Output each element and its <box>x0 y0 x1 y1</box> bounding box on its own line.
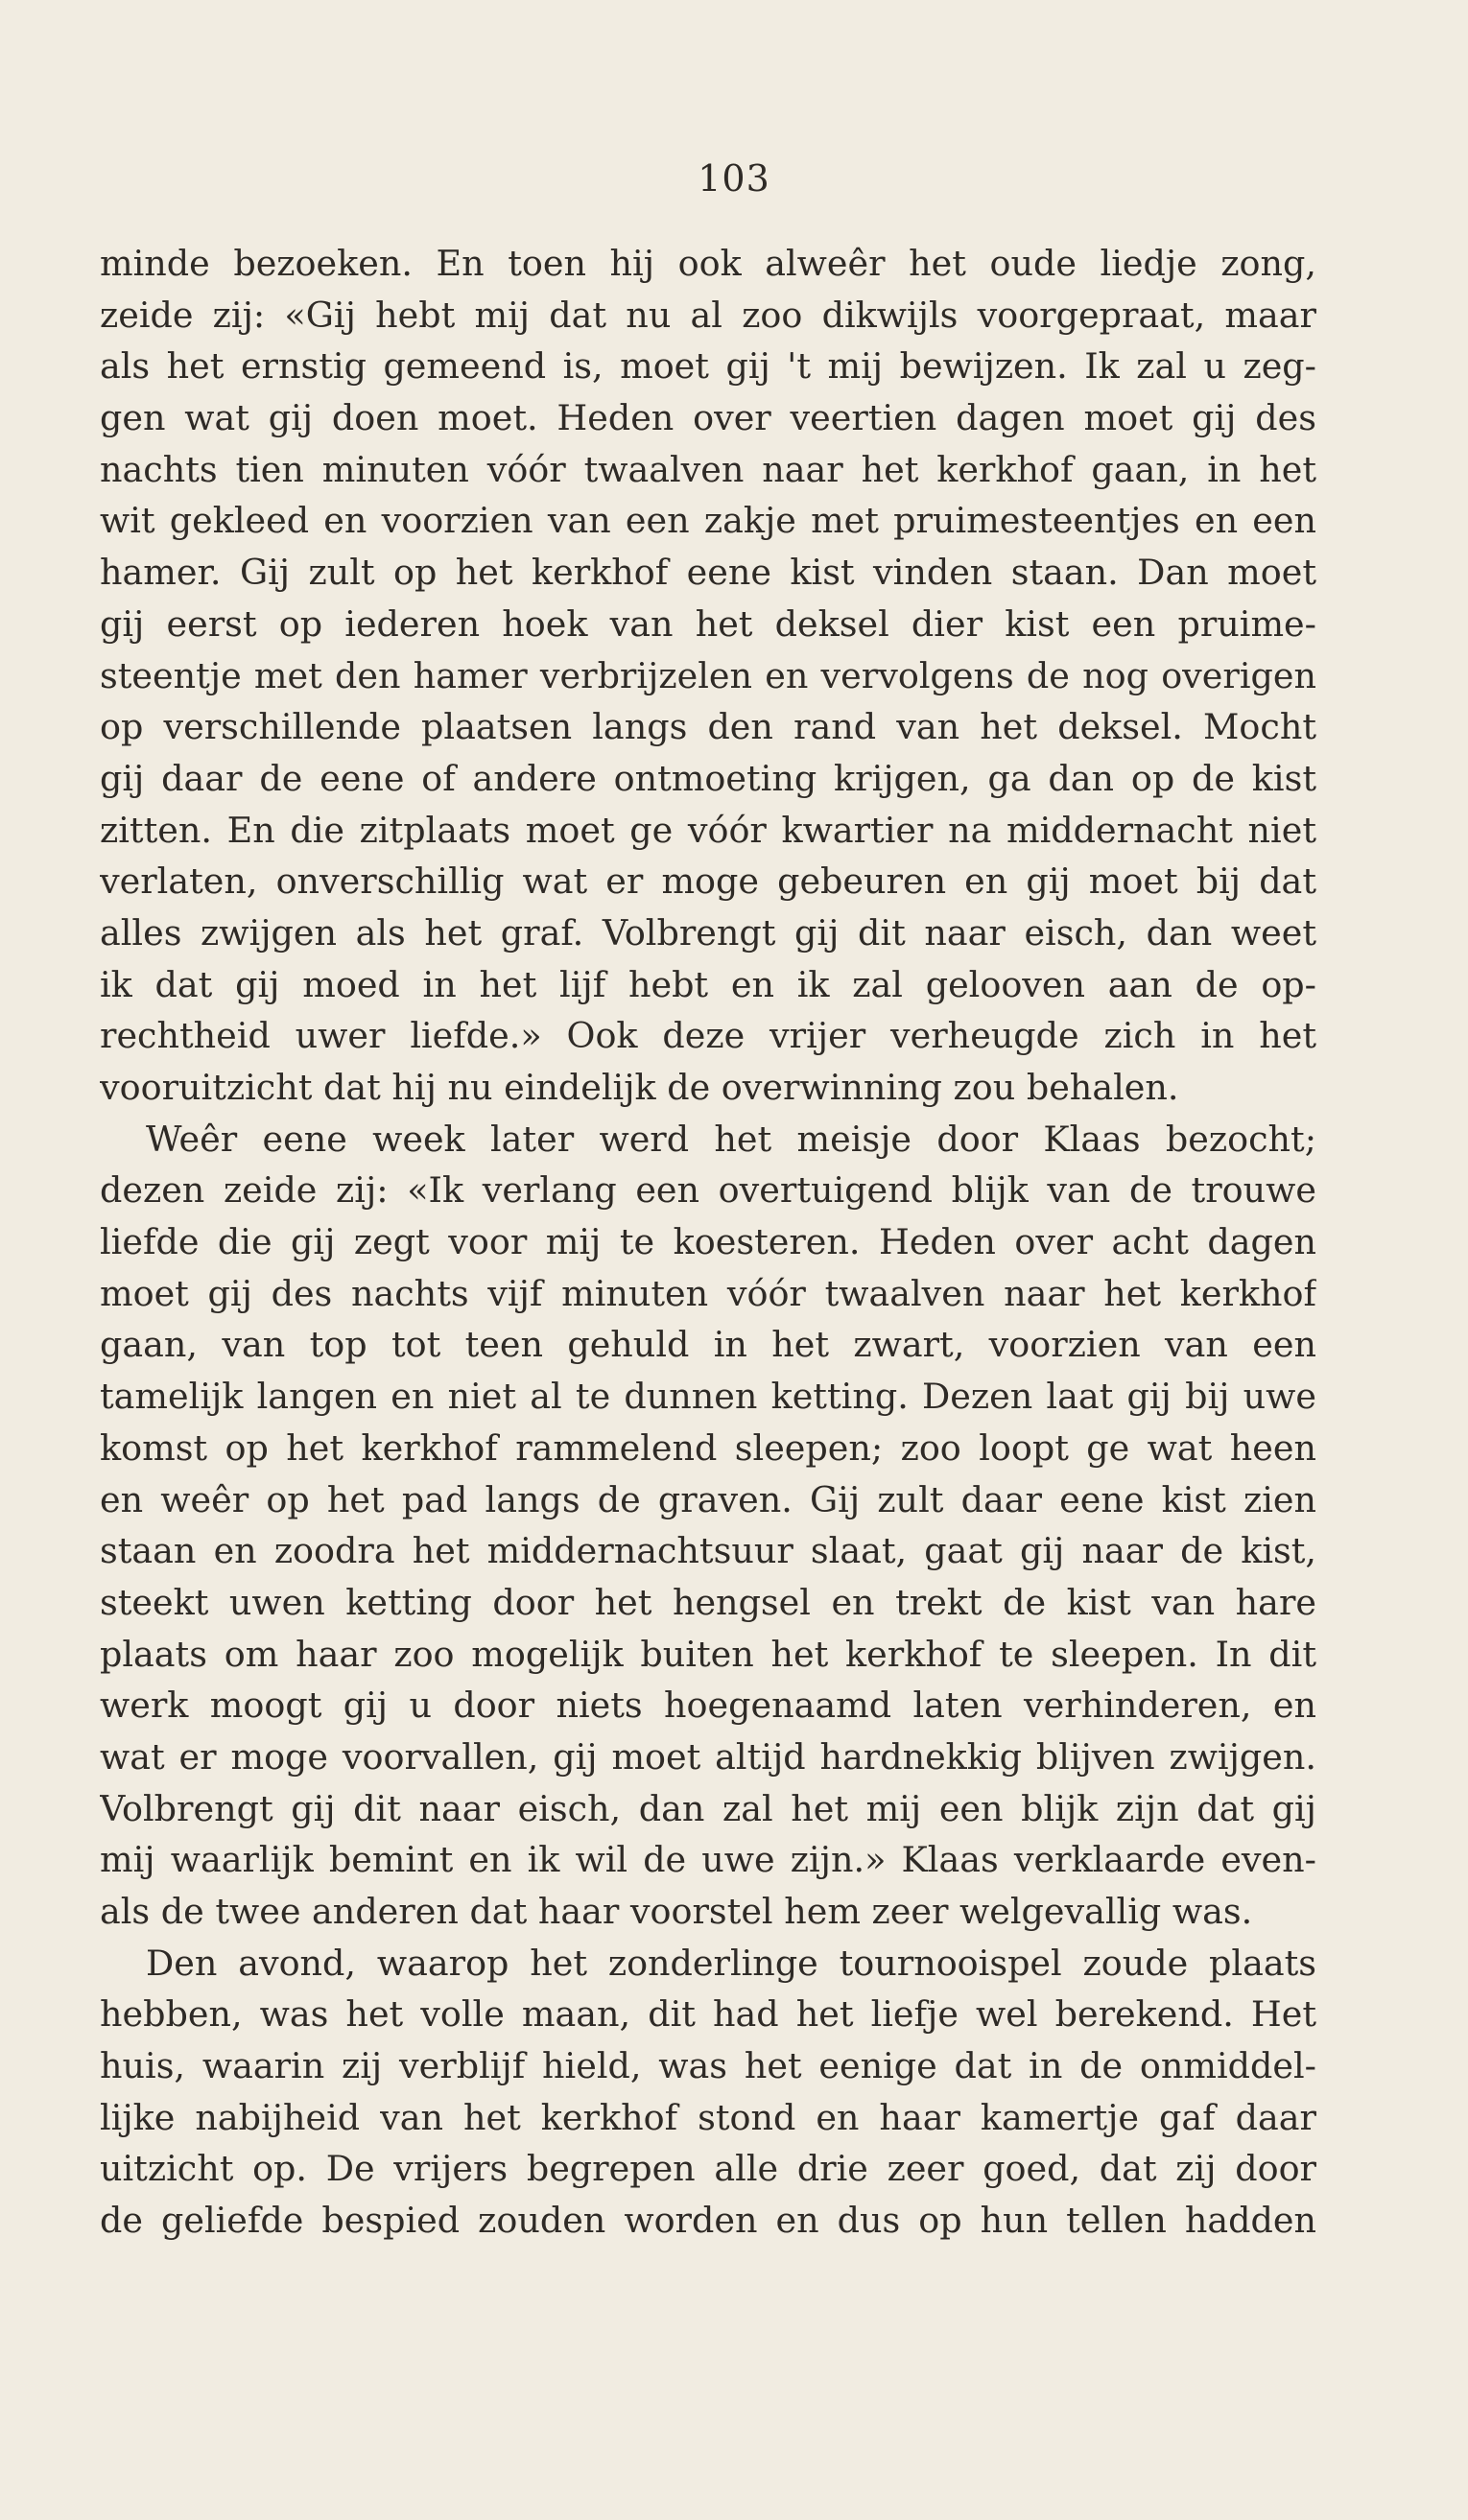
text-line: zitten. En die zitplaats moet ge vóór kwartier na middernacht niet <box>100 809 1316 851</box>
text-line: hebben, was het volle maan, dit had het liefje wel berekend. Het <box>100 1993 1316 2036</box>
text-line: rechtheid uwer liefde.» Ook deze vrijer verheugde zich in het <box>100 1015 1316 1057</box>
body-text <box>100 238 1316 2247</box>
text-line: moet gij des nachts vijf minuten vóór twaalven naar het kerkhof <box>100 1272 1316 1314</box>
text-line: gen wat gij doen moet. Heden over veertien dagen moet gij des <box>100 397 1316 439</box>
text-line: dezen zeide zij: «Ik verlang een overtuigend blijk van de trouwe <box>100 1169 1316 1212</box>
text-line: gij daar de eene of andere ontmoeting krijgen, ga dan op de kist <box>100 757 1316 799</box>
text-line: Den avond, waarop het zonderlinge tournooispel zoude plaats <box>146 1942 1316 1984</box>
text-line: alles zwijgen als het graf. Volbrengt gij dit naar eisch, dan weet <box>100 911 1316 954</box>
text-line: gij eerst op iederen hoek van het deksel dier kist een pruime- <box>100 602 1316 645</box>
text-line: als het ernstig gemeend is, moet gij 't mij bewijzen. Ik zal u zeg- <box>100 345 1316 388</box>
text-line: vooruitzicht dat hij nu eindelijk de overwinning zou behalen. <box>100 1067 1179 1108</box>
text-line: ik dat gij moed in het lijf hebt en ik zal gelooven aan de op- <box>100 963 1316 1005</box>
text-line: wit gekleed en voorzien van een zakje met pruimesteentjes en een <box>100 500 1316 542</box>
text-line: liefde die gij zegt voor mij te koesteren. Heden over acht dagen <box>100 1221 1316 1263</box>
text-line: minde bezoeken. En toen hij ook alweêr het oude liedje zong, <box>100 243 1316 284</box>
page-number: 103 <box>698 157 770 200</box>
text-line: staan en zoodra het middernachtsuur slaat, gaat gij naar de kist, <box>100 1530 1316 1572</box>
text-line: op verschillende plaatsen langs den rand van het deksel. Mocht <box>100 706 1316 748</box>
text-line: steentje met den hamer verbrijzelen en vervolgens de nog overigen <box>100 654 1316 696</box>
text-line: komst op het kerkhof rammelend sleepen; zoo loopt ge wat heen <box>100 1426 1316 1469</box>
text-line: lijke nabijheid van het kerkhof stond en haar kamertje gaf daar <box>100 2096 1316 2138</box>
text-line: nachts tien minuten vóór twaalven naar het kerkhof gaan, in het <box>100 448 1316 490</box>
text-line: Weêr eene week later werd het meisje door Klaas bezocht; <box>146 1118 1316 1160</box>
text-line: verlaten, onverschillig wat er moge gebeuren en gij moet bij dat <box>100 860 1316 903</box>
text-line: uitzicht op. De vrijers begrepen alle drie zeer goed, dat zij door <box>100 2148 1316 2190</box>
text-line: tamelijk langen en niet al te dunnen ketting. Dezen laat gij bij uwe <box>100 1376 1316 1418</box>
text-line: mij waarlijk bemint en ik wil de uwe zijn.» Klaas verklaarde even- <box>100 1839 1316 1881</box>
text-line: wat er moge voorvallen, gij moet altijd hardnekkig blijven zwijgen. <box>100 1735 1316 1778</box>
text-line: als de twee anderen dat haar voorstel hem zeer welgevallig was. <box>100 1891 1253 1932</box>
text-line: de geliefde bespied zouden worden en dus op hun tellen hadden <box>100 2200 1316 2242</box>
text-line: en weêr op het pad langs de graven. Gij zult daar eene kist zien <box>100 1478 1316 1520</box>
text-line: Volbrengt gij dit naar eisch, dan zal het mij een blijk zijn dat gij <box>100 1787 1316 1829</box>
text-line: gaan, van top tot teen gehuld in het zwart, voorzien van een <box>100 1324 1316 1366</box>
text-line: hamer. Gij zult op het kerkhof eene kist vinden staan. Dan moet <box>100 552 1316 594</box>
text-line: plaats om haar zoo mogelijk buiten het kerkhof te sleepen. In dit <box>100 1633 1316 1675</box>
text-line: huis, waarin zij verblijf hield, was het eenige dat in de onmiddel- <box>100 2045 1316 2087</box>
text-line: steekt uwen ketting door het hengsel en trekt de kist van hare <box>100 1581 1316 1623</box>
text-line: werk moogt gij u door niets hoegenaamd laten verhinderen, en <box>100 1684 1316 1727</box>
text-line: zeide zij: «Gij hebt mij dat nu al zoo dikwijls voorgepraat, maar <box>100 294 1316 336</box>
